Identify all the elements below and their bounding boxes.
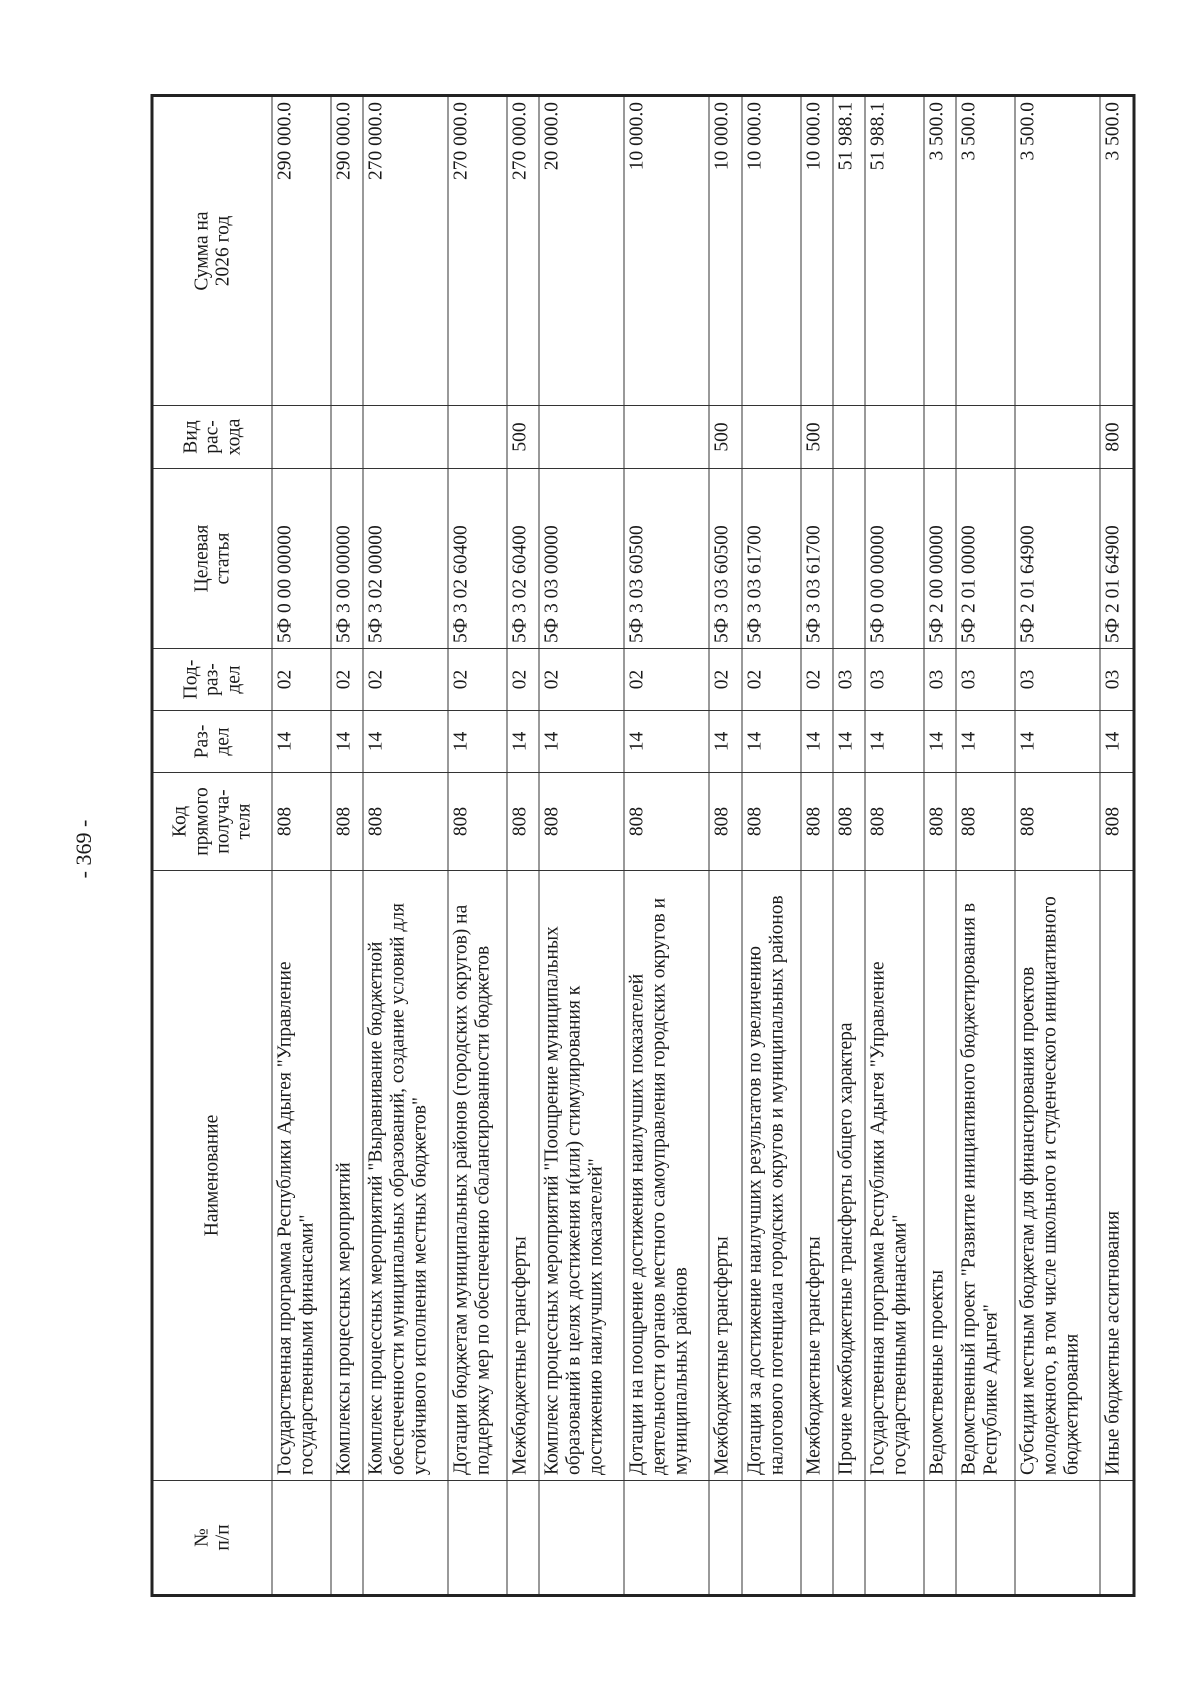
cell-target: 5Ф 3 02 00000 — [363, 469, 448, 649]
cell-razdel: 14 — [801, 711, 833, 773]
table-row — [448, 96, 507, 1596]
cell-razdel: 14 — [924, 711, 956, 773]
cell-razdel: 14 — [742, 711, 801, 773]
cell-vid — [624, 406, 709, 469]
cell-target: 5Ф 3 03 00000 — [539, 469, 624, 649]
cell-vid — [363, 406, 448, 469]
cell-podrazdel: 02 — [507, 649, 539, 711]
cell-podrazdel: 02 — [624, 649, 709, 711]
cell-code: 808 — [956, 773, 1015, 871]
table-row — [624, 96, 709, 1596]
cell-sum: 10 000.0 — [624, 96, 709, 406]
cell-num — [507, 1481, 539, 1596]
table-row — [742, 96, 801, 1596]
cell-name: Дотации бюджетам муниципальных районов (городских округов) на поддержку мер по обеспечению сбалансированности бюджетов — [448, 871, 507, 1481]
cell-code: 808 — [507, 773, 539, 871]
cell-name: Комплекс процессных мероприятий "Выравнивание бюджетной обеспеченности муниципальных образований, создание условий для устойчивого исполнения местных бюджетов" — [363, 871, 448, 1481]
cell-name: Межбюджетные трансферты — [801, 871, 833, 1481]
table-row — [331, 96, 363, 1596]
cell-name: Государственная программа Республики Адыгея "Управление государственными финансами" — [272, 871, 331, 1481]
cell-name: Иные бюджетные ассигнования — [1100, 871, 1134, 1481]
cell-vid — [1015, 406, 1100, 469]
cell-vid — [865, 406, 924, 469]
cell-num — [924, 1481, 956, 1596]
table-row — [539, 96, 624, 1596]
cell-target: 5Ф 3 03 60500 — [624, 469, 709, 649]
cell-sum: 10 000.0 — [801, 96, 833, 406]
cell-target — [833, 469, 865, 649]
cell-code: 808 — [742, 773, 801, 871]
cell-num — [448, 1481, 507, 1596]
cell-name: Прочие межбюджетные трансферты общего характера — [833, 871, 865, 1481]
table-row — [865, 96, 924, 1596]
cell-code: 808 — [833, 773, 865, 871]
table-row — [363, 96, 448, 1596]
cell-code: 808 — [331, 773, 363, 871]
cell-vid — [924, 406, 956, 469]
cell-podrazdel: 03 — [924, 649, 956, 711]
cell-razdel: 14 — [272, 711, 331, 773]
cell-razdel: 14 — [709, 711, 741, 773]
cell-razdel: 14 — [539, 711, 624, 773]
cell-code: 808 — [624, 773, 709, 871]
cell-num — [709, 1481, 741, 1596]
table-row — [924, 96, 956, 1596]
cell-vid — [956, 406, 1015, 469]
cell-razdel: 14 — [331, 711, 363, 773]
header-name: Наименование — [152, 871, 272, 1481]
header-code: Код прямого получа- теля — [152, 773, 272, 871]
cell-podrazdel: 02 — [742, 649, 801, 711]
header-sum: Сумма на 2026 год — [152, 96, 272, 406]
budget-table-container — [151, 97, 1136, 1597]
table-body — [272, 96, 1134, 1596]
cell-num — [833, 1481, 865, 1596]
cell-sum: 270 000.0 — [507, 96, 539, 406]
cell-razdel: 14 — [865, 711, 924, 773]
cell-code: 808 — [539, 773, 624, 871]
page-number: - 369 - — [71, 819, 96, 879]
cell-name: Межбюджетные трансферты — [507, 871, 539, 1481]
cell-target: 5Ф 3 03 61700 — [801, 469, 833, 649]
cell-name: Ведомственный проект "Развитие инициативного бюджетирования в Республике Адыгея" — [956, 871, 1015, 1481]
cell-sum: 270 000.0 — [363, 96, 448, 406]
cell-target: 5Ф 2 01 00000 — [956, 469, 1015, 649]
cell-num — [624, 1481, 709, 1596]
cell-name: Дотации за достижение наилучших результатов по увеличению налогового потенциала городских округов и муниципальных районов — [742, 871, 801, 1481]
cell-podrazdel: 02 — [363, 649, 448, 711]
cell-sum: 270 000.0 — [448, 96, 507, 406]
cell-code: 808 — [924, 773, 956, 871]
cell-name: Межбюджетные трансферты — [709, 871, 741, 1481]
cell-sum: 10 000.0 — [709, 96, 741, 406]
cell-name: Субсидии местным бюджетам для финансирования проектов молодежного, в том числе школьного и студенческого инициативного бюджетирования — [1015, 871, 1100, 1481]
cell-name: Дотации на поощрение достижения наилучших показателей деятельности органов местного самоуправления городских округов и муниципальных районов — [624, 871, 709, 1481]
cell-name: Комплекс процессных мероприятий "Поощрение муниципальных образований в целях достижения и(или) стимулирования к достижению наилучших показателей" — [539, 871, 624, 1481]
cell-sum: 10 000.0 — [742, 96, 801, 406]
table-row — [801, 96, 833, 1596]
cell-podrazdel: 02 — [448, 649, 507, 711]
cell-podrazdel: 03 — [865, 649, 924, 711]
header-num: № п/п — [152, 1481, 272, 1596]
cell-code: 808 — [448, 773, 507, 871]
cell-podrazdel: 03 — [956, 649, 1015, 711]
cell-num — [801, 1481, 833, 1596]
cell-num — [331, 1481, 363, 1596]
cell-vid: 500 — [507, 406, 539, 469]
cell-razdel: 14 — [833, 711, 865, 773]
cell-target: 5Ф 3 02 60400 — [507, 469, 539, 649]
cell-vid — [742, 406, 801, 469]
cell-num — [539, 1481, 624, 1596]
cell-sum: 51 988.1 — [865, 96, 924, 406]
cell-sum: 3 500.0 — [1015, 96, 1100, 406]
cell-razdel: 14 — [363, 711, 448, 773]
cell-vid — [272, 406, 331, 469]
table-header-row — [152, 96, 272, 1596]
cell-target: 5Ф 0 00 00000 — [865, 469, 924, 649]
cell-sum: 51 988.1 — [833, 96, 865, 406]
cell-razdel: 14 — [1015, 711, 1100, 773]
header-target: Целевая статья — [152, 469, 272, 649]
table-row — [507, 96, 539, 1596]
cell-vid — [539, 406, 624, 469]
header-razdel: Раз- дел — [152, 711, 272, 773]
cell-code: 808 — [865, 773, 924, 871]
cell-sum: 3 500.0 — [1100, 96, 1134, 406]
cell-num — [742, 1481, 801, 1596]
cell-razdel: 14 — [624, 711, 709, 773]
header-podrazdel: Под- раз- дел — [152, 649, 272, 711]
cell-sum: 20 000.0 — [539, 96, 624, 406]
cell-razdel: 14 — [1100, 711, 1134, 773]
cell-vid: 800 — [1100, 406, 1134, 469]
cell-num — [363, 1481, 448, 1596]
cell-vid: 500 — [709, 406, 741, 469]
cell-vid: 500 — [801, 406, 833, 469]
cell-num — [272, 1481, 331, 1596]
cell-podrazdel: 03 — [833, 649, 865, 711]
cell-razdel: 14 — [507, 711, 539, 773]
cell-name: Комплексы процессных мероприятий — [331, 871, 363, 1481]
cell-num — [956, 1481, 1015, 1596]
cell-sum: 3 500.0 — [924, 96, 956, 406]
header-vid: Вид рас- хода — [152, 406, 272, 469]
cell-target: 5Ф 2 00 00000 — [924, 469, 956, 649]
cell-razdel: 14 — [956, 711, 1015, 773]
cell-code: 808 — [801, 773, 833, 871]
cell-name: Ведомственные проекты — [924, 871, 956, 1481]
table-row — [709, 96, 741, 1596]
cell-vid — [331, 406, 363, 469]
cell-sum: 290 000.0 — [272, 96, 331, 406]
cell-razdel: 14 — [448, 711, 507, 773]
table-row — [1100, 96, 1134, 1596]
cell-podrazdel: 02 — [709, 649, 741, 711]
cell-code: 808 — [1015, 773, 1100, 871]
cell-name: Государственная программа Республики Адыгея "Управление государственными финансами" — [865, 871, 924, 1481]
cell-target: 5Ф 0 00 00000 — [272, 469, 331, 649]
cell-podrazdel: 03 — [1100, 649, 1134, 711]
cell-target: 5Ф 2 01 64900 — [1100, 469, 1134, 649]
cell-podrazdel: 02 — [539, 649, 624, 711]
budget-table — [151, 94, 1136, 1597]
cell-podrazdel: 03 — [1015, 649, 1100, 711]
table-row — [272, 96, 331, 1596]
table-row — [1015, 96, 1100, 1596]
cell-vid — [833, 406, 865, 469]
cell-vid — [448, 406, 507, 469]
cell-code: 808 — [709, 773, 741, 871]
cell-target: 5Ф 3 03 61700 — [742, 469, 801, 649]
cell-target: 5Ф 3 03 60500 — [709, 469, 741, 649]
table-row — [956, 96, 1015, 1596]
cell-target: 5Ф 3 00 00000 — [331, 469, 363, 649]
cell-num — [865, 1481, 924, 1596]
cell-podrazdel: 02 — [331, 649, 363, 711]
cell-code: 808 — [363, 773, 448, 871]
cell-target: 5Ф 2 01 64900 — [1015, 469, 1100, 649]
cell-code: 808 — [272, 773, 331, 871]
table-row — [833, 96, 865, 1596]
cell-code: 808 — [1100, 773, 1134, 871]
cell-sum: 3 500.0 — [956, 96, 1015, 406]
cell-num — [1100, 1481, 1134, 1596]
cell-podrazdel: 02 — [801, 649, 833, 711]
cell-podrazdel: 02 — [272, 649, 331, 711]
cell-num — [1015, 1481, 1100, 1596]
cell-sum: 290 000.0 — [331, 96, 363, 406]
cell-target: 5Ф 3 02 60400 — [448, 469, 507, 649]
